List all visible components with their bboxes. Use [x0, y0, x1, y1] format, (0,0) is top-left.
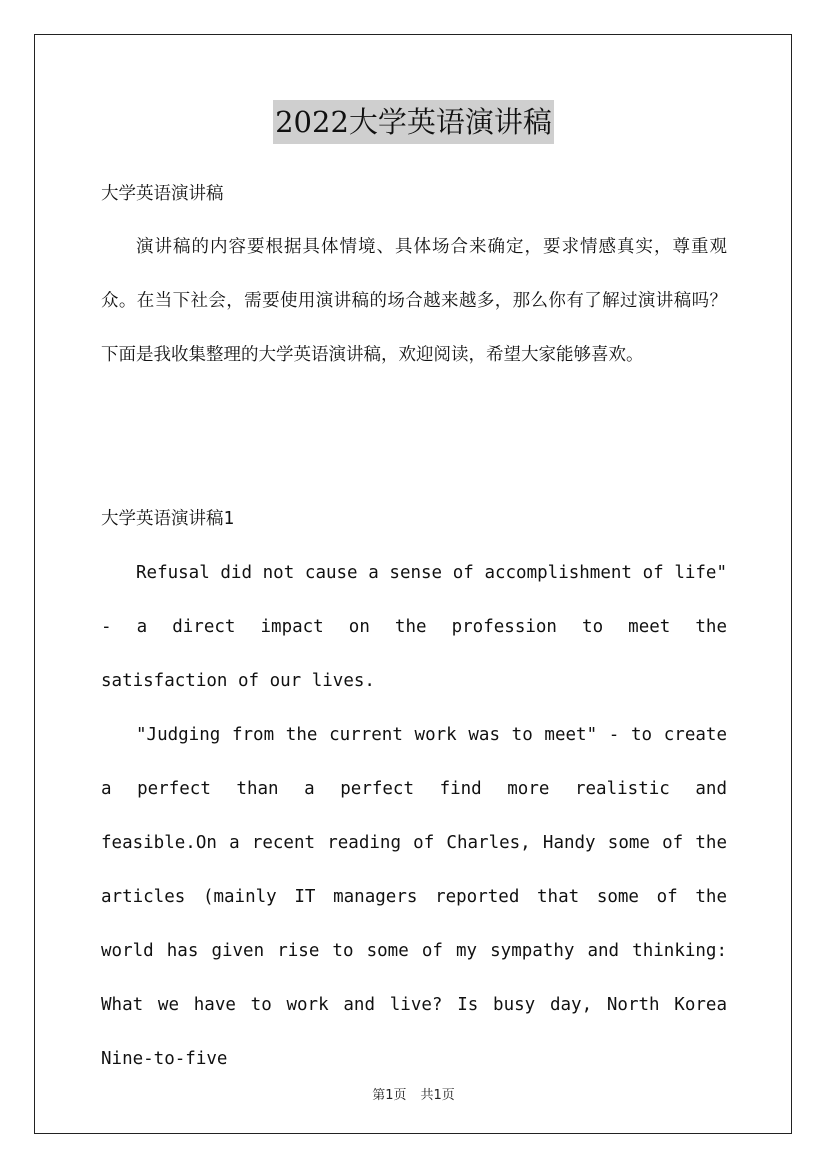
page-total: 共1页 [420, 1088, 455, 1103]
section-heading: 大学英语演讲稿1 [101, 509, 235, 529]
page-footer [0, 1084, 827, 1103]
intro-paragraph: 演讲稿的内容要根据具体情境、具体场合来确定，要求情感真实，尊重观众。在当下社会，需要使用演讲稿的场合越来越多，那么你有了解过演讲稿吗？下面是我收集整理的大学英语演讲稿，欢迎阅读，希望大家能够喜欢。 [101, 237, 727, 365]
document-title: 2022大学英语演讲稿 [273, 100, 554, 144]
paragraph: Refusal did not cause a sense of accomplishment of life" - a direct impact on the profession to meet the satisfaction of our lives. [101, 563, 727, 691]
paragraph: "Judging from the current work was to meet" - to create a perfect than a perfect find more realistic and feasible.On a recent reading of Charles, Handy some of the articles (mainly IT managers reported that some of the world has given rise to some of my sympathy and thinking: What we have to work and live? Is busy day, North Korea Nine-to-five [101, 725, 727, 1069]
page-number: 第1页 [372, 1088, 407, 1103]
document-title-block [0, 100, 827, 144]
subtitle: 大学英语演讲稿 [101, 184, 224, 204]
